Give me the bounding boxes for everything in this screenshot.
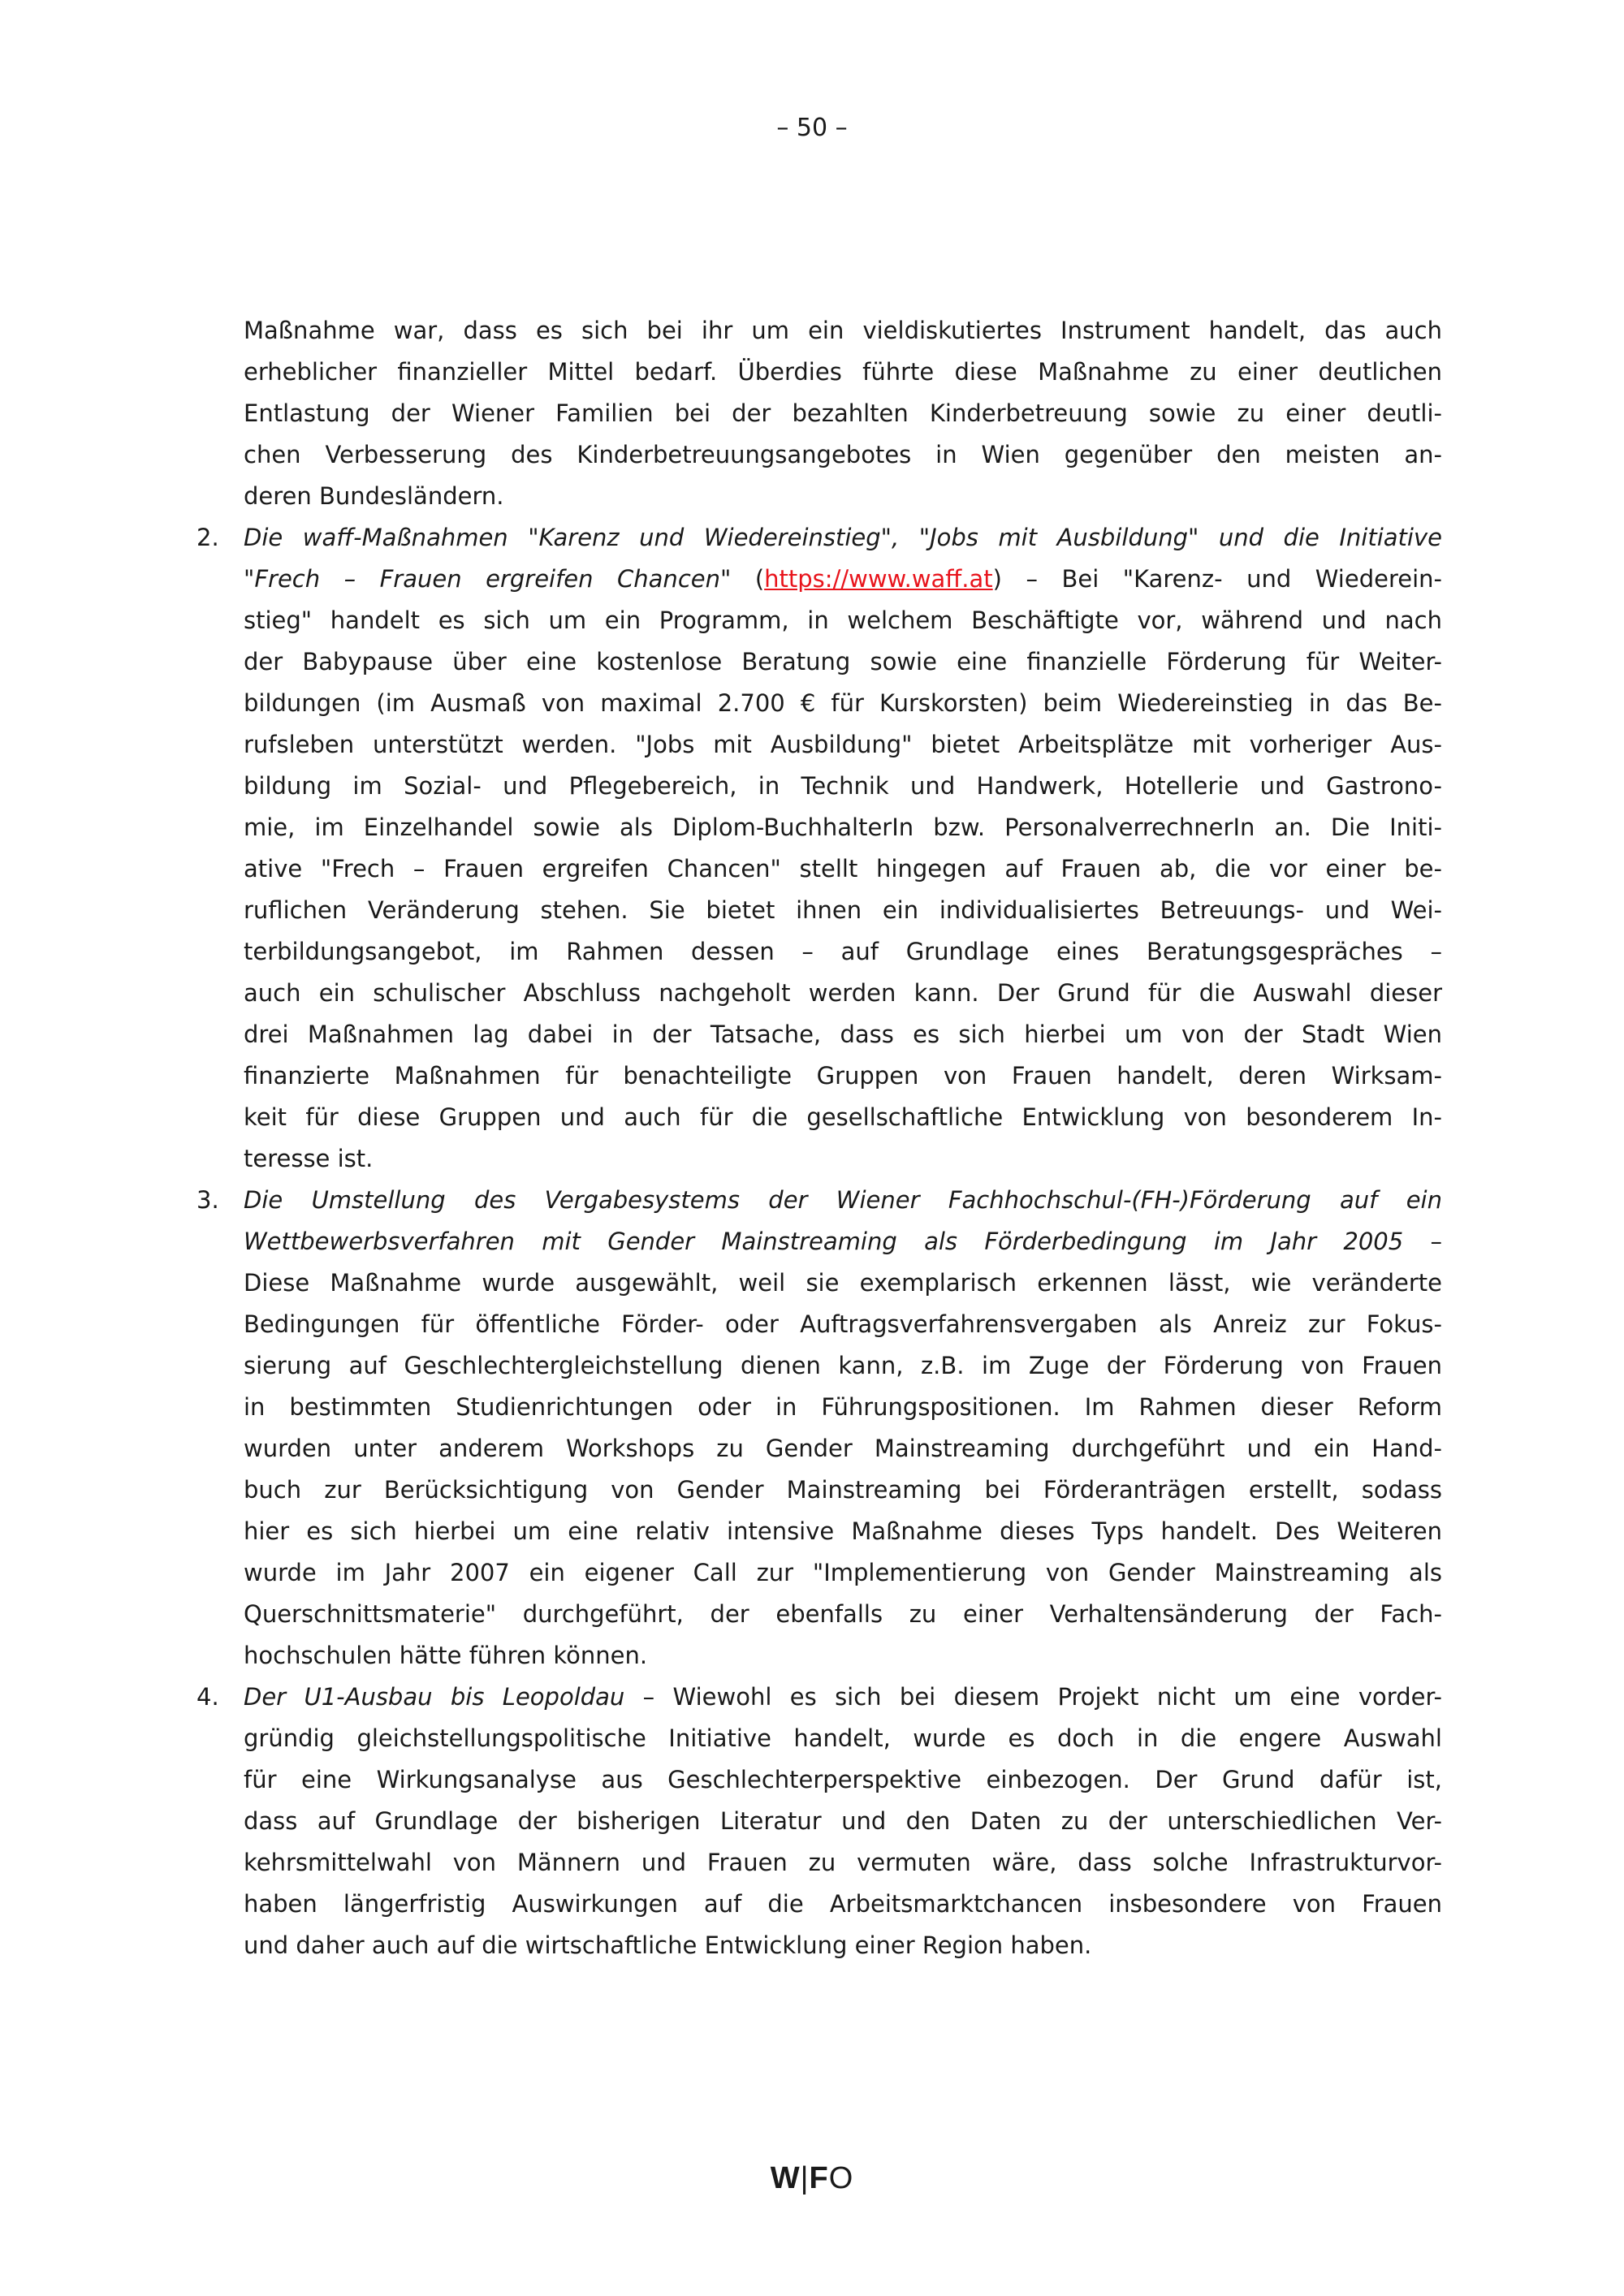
text-line <box>244 766 1442 807</box>
text-segment: rufsleben unterstützt werden. "Jobs mit Ausbildung" bietet Arbeitsplätze mit vorheriger Aus- <box>244 731 1442 758</box>
text-line <box>244 848 1442 890</box>
list-number: 4. <box>197 1683 219 1711</box>
text-segment: hier es sich hierbei um eine relativ intensive Maßnahme dieses Typs handelt. Des Weiteren <box>244 1517 1442 1545</box>
text-segment: Bedingungen für öffentliche Förder- oder Auftragsverfahrensvergaben als Anreiz zur Fokus- <box>244 1310 1442 1338</box>
text-line <box>244 1511 1442 1552</box>
list-number: 2. <box>197 524 219 551</box>
text-segment: der Babypause über eine kostenlose Beratung sowie eine finanzielle Förderung für Weiter- <box>244 648 1442 675</box>
text-segment: Diese Maßnahme wurde ausgewählt, weil sie exemplarisch erkennen lässt, wie veränderte <box>244 1269 1442 1297</box>
text-line <box>244 890 1442 931</box>
text-line <box>244 434 1442 476</box>
text-line <box>244 1387 1442 1428</box>
text-line <box>244 1345 1442 1387</box>
text-line <box>244 724 1442 766</box>
text-segment: ( <box>731 565 765 593</box>
text-line <box>244 1055 1442 1097</box>
text-segment: auch ein schulischer Abschluss nachgeholt werden kann. Der Grund für die Auswahl dieser <box>244 979 1442 1007</box>
text-line <box>197 517 1442 559</box>
italic-heading-text: Der U1-Ausbau bis Leopoldau <box>244 1683 625 1711</box>
text-segment: finanzierte Maßnahmen für benachteiligte Gruppen von Frauen handelt, deren Wirksam- <box>244 1062 1442 1090</box>
text-segment: ) – Bei "Karenz- und Wiederein- <box>992 565 1442 593</box>
text-segment: drei Maßnahmen lag dabei in der Tatsache, dass es sich hierbei um von der Stadt Wien <box>244 1021 1442 1048</box>
text-segment: – <box>1403 1228 1442 1255</box>
text-segment: bildung im Sozial- und Pflegebereich, in Technik und Handwerk, Hotellerie und Gastrono- <box>244 772 1442 800</box>
text-line <box>244 1428 1442 1470</box>
body-text <box>197 310 1442 1966</box>
text-segment: hochschulen hätte führen können. <box>244 1642 648 1669</box>
list-number: 3. <box>197 1186 219 1214</box>
text-segment: stieg" handelt es sich um ein Programm, in welchem Beschäftigte vor, während und nach <box>244 606 1442 634</box>
text-line <box>197 1180 1442 1221</box>
text-line <box>244 1718 1442 1759</box>
text-segment: Maßnahme war, dass es sich bei ihr um ein vieldiskutiertes Instrument handelt, das auch <box>244 317 1442 344</box>
page-number: – 50 – <box>776 114 848 142</box>
text-segment: ative "Frech – Frauen ergreifen Chancen" stellt hingegen auf Frauen ab, die vor einer be- <box>244 855 1442 883</box>
text-segment: für eine Wirkungsanalyse aus Geschlechterperspektive einbezogen. Der Grund dafür ist, <box>244 1766 1442 1793</box>
text-line <box>244 931 1442 973</box>
text-line <box>244 1138 1442 1180</box>
logo-bar: | <box>800 2161 810 2195</box>
text-line <box>244 1801 1442 1842</box>
text-line <box>244 1014 1442 1055</box>
text-segment: Querschnittsmaterie" durchgeführt, der ebenfalls zu einer Verhaltensänderung der Fach- <box>244 1600 1442 1628</box>
logo-f: F <box>809 2161 829 2195</box>
logo-w: W <box>770 2161 801 2195</box>
text-line <box>244 1925 1442 1966</box>
text-line <box>244 600 1442 641</box>
text-segment: buch zur Berücksichtigung von Gender Mainstreaming bei Förderanträgen erstellt, sodass <box>244 1476 1442 1504</box>
text-segment: gründig gleichstellungspolitische Initiative handelt, wurde es doch in die engere Auswahl <box>244 1724 1442 1752</box>
text-line <box>244 1552 1442 1594</box>
text-segment: bildungen (im Ausmaß von maximal 2.700 € für Kurskorsten) beim Wiedereinstieg in das Be- <box>244 689 1442 717</box>
text-line <box>244 352 1442 393</box>
text-line <box>244 1221 1442 1262</box>
text-line <box>244 1470 1442 1511</box>
text-segment: chen Verbesserung des Kinderbetreuungsangebotes in Wien gegenüber den meisten an- <box>244 441 1442 468</box>
text-segment: ruflichen Veränderung stehen. Sie bietet ihnen ein individualisiertes Betreuungs- und Wei- <box>244 896 1442 924</box>
italic-heading-text: "Frech – Frauen ergreifen Chancen" <box>244 565 732 593</box>
text-line <box>244 559 1442 600</box>
text-line <box>244 807 1442 848</box>
text-segment: deren Bundesländern. <box>244 482 504 510</box>
text-line <box>244 476 1442 517</box>
text-line <box>244 1759 1442 1801</box>
text-segment: und daher auch auf die wirtschaftliche Entwicklung einer Region haben. <box>244 1931 1092 1959</box>
text-line <box>244 393 1442 434</box>
text-segment: erheblicher finanzieller Mittel bedarf. Überdies führte diese Maßnahme zu einer deutlichen <box>244 358 1442 386</box>
logo-o: O <box>828 2161 854 2195</box>
waff-link[interactable]: https://www.waff.at <box>764 565 993 593</box>
text-segment: in bestimmten Studienrichtungen oder in Führungspositionen. Im Rahmen dieser Reform <box>244 1393 1442 1421</box>
text-line <box>244 1884 1442 1925</box>
wifo-logo <box>0 2161 1624 2196</box>
text-line <box>244 641 1442 683</box>
text-segment: – Wiewohl es sich bei diesem Projekt nicht um eine vorder- <box>624 1683 1442 1711</box>
text-segment: haben längerfristig Auswirkungen auf die Arbeitsmarktchancen insbesondere von Frauen <box>244 1890 1442 1918</box>
text-segment: sierung auf Geschlechtergleichstellung dienen kann, z.B. im Zuge der Förderung von Frauen <box>244 1352 1442 1379</box>
text-line <box>244 973 1442 1014</box>
text-segment: wurden unter anderem Workshops zu Gender Mainstreaming durchgeführt und ein Hand- <box>244 1435 1442 1462</box>
text-segment: kehrsmittelwahl von Männern und Frauen zu vermuten wäre, dass solche Infrastrukturvor- <box>244 1849 1442 1876</box>
text-segment: Entlastung der Wiener Familien bei der bezahlten Kinderbetreuung sowie zu einer deutli- <box>244 399 1442 427</box>
italic-heading-text: Wettbewerbsverfahren mit Gender Mainstreaming als Förderbedingung im Jahr 2005 <box>244 1228 1404 1255</box>
text-line <box>244 1594 1442 1635</box>
text-segment: teresse ist. <box>244 1145 374 1172</box>
text-line <box>244 1097 1442 1138</box>
text-line <box>244 1262 1442 1304</box>
text-line <box>244 1304 1442 1345</box>
text-line <box>244 683 1442 724</box>
text-segment: dass auf Grundlage der bisherigen Literatur und den Daten zu der unterschiedlichen Ver- <box>244 1807 1442 1835</box>
text-line <box>244 1635 1442 1677</box>
text-line <box>197 1677 1442 1718</box>
text-segment: keit für diese Gruppen und auch für die gesellschaftliche Entwicklung von besonderem In- <box>244 1103 1442 1131</box>
text-line <box>244 1842 1442 1884</box>
italic-heading-text: Die Umstellung des Vergabesystems der Wiener Fachhochschul-(FH-)Förderung auf ein <box>244 1186 1442 1214</box>
text-line <box>244 310 1442 352</box>
text-segment: terbildungsangebot, im Rahmen dessen – auf Grundlage eines Beratungsgespräches – <box>244 938 1442 965</box>
text-segment: mie, im Einzelhandel sowie als Diplom-BuchhalterIn bzw. PersonalverrechnerIn an. Die Initi- <box>244 814 1442 841</box>
text-segment: wurde im Jahr 2007 ein eigener Call zur "Implementierung von Gender Mainstreaming als <box>244 1559 1442 1586</box>
italic-heading-text: Die waff-Maßnahmen "Karenz und Wiedereinstieg", "Jobs mit Ausbildung" und die Initiative <box>244 524 1442 551</box>
